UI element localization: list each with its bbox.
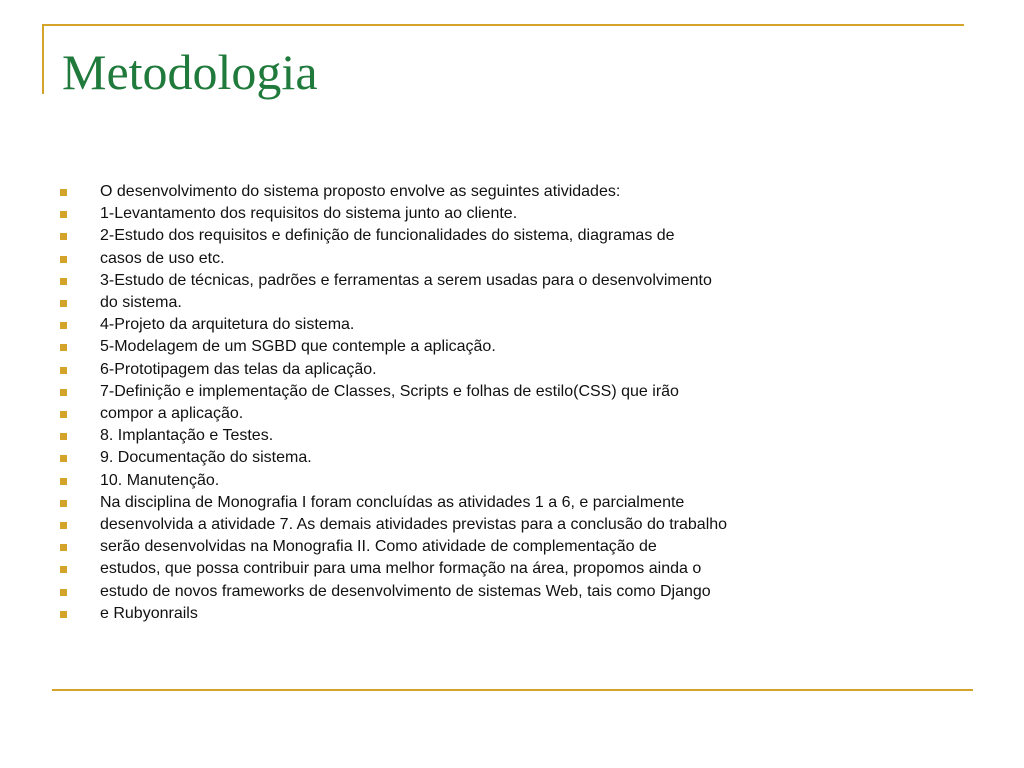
bullet-item xyxy=(60,248,727,270)
bullet-text: estudos, que possa contribuir para uma melhor formação na área, propomos ainda o xyxy=(100,560,702,578)
square-bullet-icon xyxy=(60,211,67,218)
bullet-item xyxy=(60,203,727,225)
bullet-text: 3-Estudo de técnicas, padrões e ferramentas a serem usadas para o desenvolvimento xyxy=(100,271,712,289)
bullet-item xyxy=(60,181,727,203)
bullet-text: 6-Prototipagem das telas da aplicação. xyxy=(100,360,377,378)
square-bullet-icon xyxy=(60,411,67,418)
bullet-item xyxy=(60,359,727,381)
square-bullet-icon xyxy=(60,433,67,440)
bullet-text: Na disciplina de Monografia I foram concluídas as atividades 1 a 6, e parcialmente xyxy=(100,493,685,511)
bullet-item xyxy=(60,314,727,336)
bullet-text: serão desenvolvidas na Monografia II. Como atividade de complementação de xyxy=(100,538,657,556)
bullet-item xyxy=(60,270,727,292)
square-bullet-icon xyxy=(60,344,67,351)
bullet-text: e Rubyonrails xyxy=(100,604,198,622)
bullet-text: 5-Modelagem de um SGBD que contemple a aplicação. xyxy=(100,338,496,356)
square-bullet-icon xyxy=(60,300,67,307)
bullet-item xyxy=(60,381,727,403)
bullet-item xyxy=(60,581,727,603)
square-bullet-icon xyxy=(60,544,67,551)
bullet-item xyxy=(60,225,727,247)
square-bullet-icon xyxy=(60,256,67,263)
square-bullet-icon xyxy=(60,322,67,329)
square-bullet-icon xyxy=(60,367,67,374)
top-border-line xyxy=(42,24,964,26)
square-bullet-icon xyxy=(60,522,67,529)
bullet-item xyxy=(60,336,727,358)
square-bullet-icon xyxy=(60,611,67,618)
bullet-text: 10. Manutenção. xyxy=(100,471,220,489)
bullet-item xyxy=(60,425,727,447)
bullet-item xyxy=(60,603,727,625)
slide-title: Metodologia xyxy=(62,44,318,100)
bullet-text: 1-Levantamento dos requisitos do sistema junto ao cliente. xyxy=(100,205,518,223)
square-bullet-icon xyxy=(60,189,67,196)
bullet-item xyxy=(60,558,727,580)
bullet-text: O desenvolvimento do sistema proposto envolve as seguintes atividades: xyxy=(100,183,621,200)
bullet-item xyxy=(60,536,727,558)
bullet-text: 2-Estudo dos requisitos e definição de funcionalidades do sistema, diagramas de xyxy=(100,227,675,245)
bullet-item xyxy=(60,492,727,514)
bullet-item xyxy=(60,470,727,492)
square-bullet-icon xyxy=(60,278,67,285)
left-border-line xyxy=(42,24,44,94)
bullet-text: estudo de novos frameworks de desenvolvimento de sistemas Web, tais como Django xyxy=(100,582,711,600)
bullet-text: 8. Implantação e Testes. xyxy=(100,427,274,445)
bullet-item xyxy=(60,292,727,314)
bullet-text: compor a aplicação. xyxy=(100,405,244,423)
square-bullet-icon xyxy=(60,478,67,485)
square-bullet-icon xyxy=(60,500,67,507)
bullet-item xyxy=(60,447,727,469)
bullet-text: casos de uso etc. xyxy=(100,249,225,267)
bullet-text: 4-Projeto da arquitetura do sistema. xyxy=(100,316,355,334)
bullet-list xyxy=(60,181,727,625)
bullet-text: 7-Definição e implementação de Classes, Scripts e folhas de estilo(CSS) que irão xyxy=(100,382,679,400)
bullet-item xyxy=(60,514,727,536)
square-bullet-icon xyxy=(60,233,67,240)
square-bullet-icon xyxy=(60,389,67,396)
square-bullet-icon xyxy=(60,566,67,573)
square-bullet-icon xyxy=(60,589,67,596)
bullet-text: desenvolvida a atividade 7. As demais atividades previstas para a conclusão do trabalho xyxy=(100,516,728,534)
bullet-text: do sistema. xyxy=(100,294,182,312)
square-bullet-icon xyxy=(60,455,67,462)
bullet-item xyxy=(60,403,727,425)
bottom-border-line xyxy=(52,689,973,691)
bullet-text: 9. Documentação do sistema. xyxy=(100,449,312,467)
